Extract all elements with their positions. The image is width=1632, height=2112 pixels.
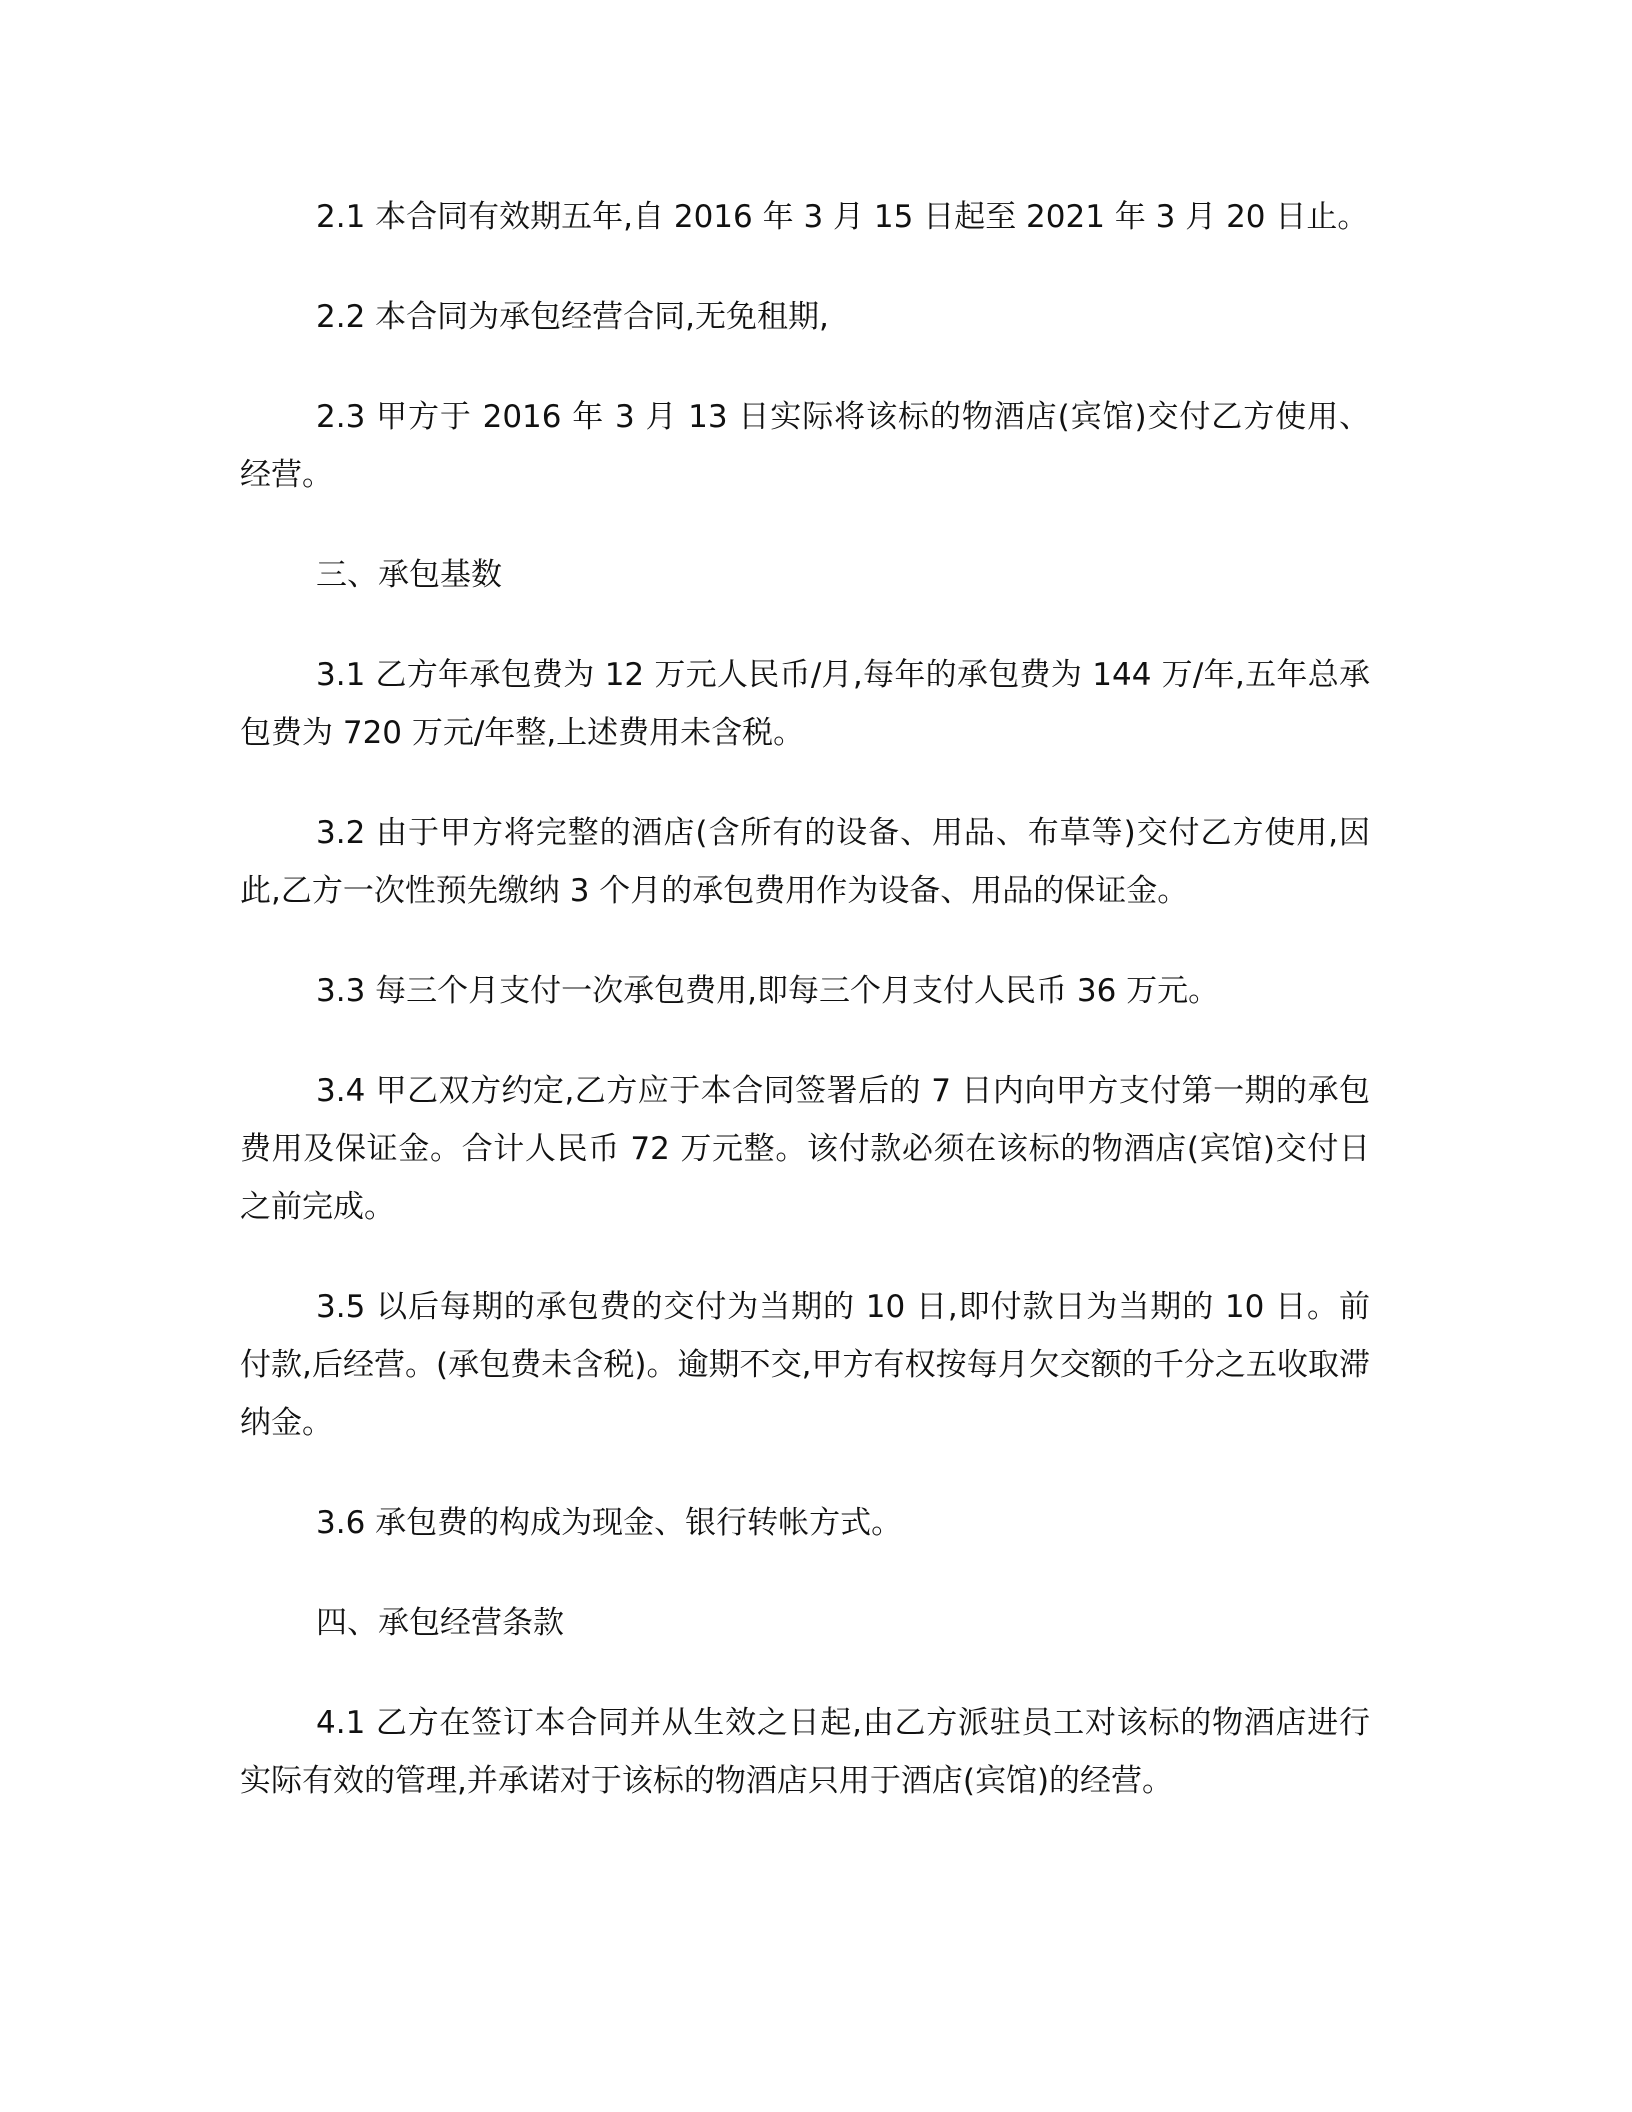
clause-3-1: 3.1 乙方年承包费为 12 万元人民币/月,每年的承包费为 144 万/年,五年总承包费为 720 万元/年整,上述费用未含税。: [240, 657, 1370, 751]
clause-3-4: 3.4 甲乙双方约定,乙方应于本合同签署后的 7 日内向甲方支付第一期的承包费用及保证金。合计人民币 72 万元整。该付款必须在该标的物酒店(宾馆)交付日之前完成。: [240, 1073, 1370, 1225]
section-heading-4: 四、承包经营条款: [316, 1605, 564, 1641]
clause-3-5: 3.5 以后每期的承包费的交付为当期的 10 日,即付款日为当期的 10 日。前付款,后经营。(承包费未含税)。逾期不交,甲方有权按每月欠交额的千分之五收取滞纳金。: [240, 1289, 1370, 1441]
section-heading-3: 三、承包基数: [316, 557, 502, 593]
clause-3-6: 3.6 承包费的构成为现金、银行转帐方式。: [316, 1505, 903, 1541]
clause-3-2: 3.2 由于甲方将完整的酒店(含所有的设备、用品、布草等)交付乙方使用,因此,乙方一次性预先缴纳 3 个月的承包费用作为设备、用品的保证金。: [240, 815, 1370, 909]
clause-4-1: 4.1 乙方在签订本合同并从生效之日起,由乙方派驻员工对该标的物酒店进行实际有效的管理,并承诺对于该标的物酒店只用于酒店(宾馆)的经营。: [240, 1705, 1370, 1799]
clause-2-1: 2.1 本合同有效期五年,自 2016 年 3 月 15 日起至 2021 年 3 月 20 日止。: [316, 199, 1369, 235]
clause-2-3: 2.3 甲方于 2016 年 3 月 13 日实际将该标的物酒店(宾馆)交付乙方使用、经营。: [240, 399, 1370, 493]
clause-2-2: 2.2 本合同为承包经营合同,无免租期,: [316, 299, 829, 335]
clause-3-3: 3.3 每三个月支付一次承包费用,即每三个月支付人民币 36 万元。: [316, 973, 1220, 1009]
document-page: [240, 188, 1370, 1852]
